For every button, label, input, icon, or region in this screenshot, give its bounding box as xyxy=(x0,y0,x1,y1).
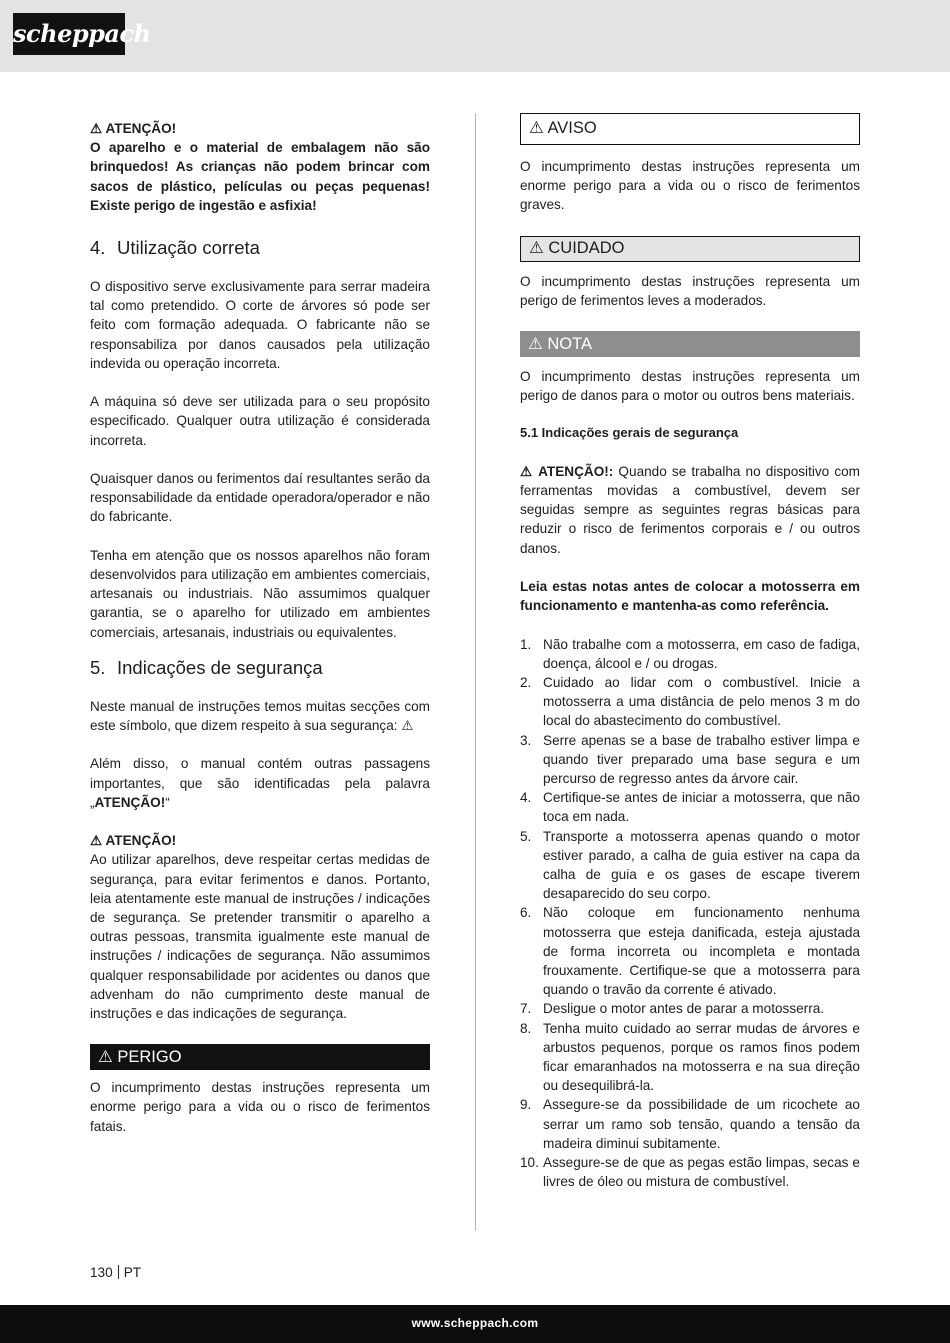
nota-label-box: ⚠ NOTA xyxy=(520,331,860,357)
list-item-number: 10. xyxy=(520,1155,539,1171)
section-5-attention-title: ⚠ ATENÇÃO! xyxy=(90,833,177,849)
section-5-1-attention-label: ⚠ ATENÇÃO!: xyxy=(520,463,614,479)
list-item-text: Transporte a motosserra apenas quando o motor estiver parado, a calha de guia estiver na capa da calha de guia e os gases de escape tiverem desaparecido do seu corpo. xyxy=(543,828,860,902)
list-item xyxy=(520,673,860,731)
list-item-text: Não trabalhe com a motosserra, em caso de fadiga, doença, álcool e / ou drogas. xyxy=(543,636,860,671)
section-5-1-attention xyxy=(520,462,860,558)
list-item-number: 2. xyxy=(520,675,532,691)
language-code: PT xyxy=(123,1265,142,1280)
page-header xyxy=(0,0,950,72)
section-5-title: Indicações de segurança xyxy=(117,656,323,678)
list-item-text: Desligue o motor antes de parar a motosserra. xyxy=(543,1001,825,1017)
section-5-paragraph-1: Neste manual de instruções temos muitas secções com este símbolo, que dizem respeito à sua segurança: ⚠ xyxy=(90,698,430,734)
perigo-label-box: ⚠ PERIGO xyxy=(90,1044,430,1070)
section-5-1-title: 5.1 Indicações gerais de segurança xyxy=(520,425,739,441)
section-4-paragraph-3: Quaisquer danos ou ferimentos daí resultantes serão da responsabilidade da entidade operadora/operador e não do fabricante. xyxy=(90,471,430,525)
column-divider xyxy=(475,113,476,1231)
page-number-block xyxy=(90,1265,141,1280)
section-5-1-attention-text: Quando se trabalha no dispositivo com ferramentas movidas a combustível, devem ser seguidas sempre as seguintes regras básicas para reduzir o risco de ferimentos corporais e / ou outros danos. xyxy=(520,463,860,556)
list-item-number: 7. xyxy=(520,1001,532,1017)
list-item xyxy=(520,903,860,999)
attention-keyword: ATENÇÃO! xyxy=(94,794,166,810)
aviso-label-box: ⚠ AVISO xyxy=(520,113,860,145)
list-item-number: 1. xyxy=(520,636,532,652)
cuidado-label-box: ⚠ CUIDADO xyxy=(520,236,860,262)
page-footer xyxy=(0,1305,950,1343)
list-item xyxy=(520,788,860,826)
list-item xyxy=(520,635,860,673)
nota-text: O incumprimento destas instruções representa um perigo de danos para o motor ou outros bens materiais. xyxy=(520,369,860,404)
list-item-text: Cuidado ao lidar com o combustível. Inicie a motosserra a uma distância de pelo menos 3 m do local do abastecimento do combustível. xyxy=(543,675,860,729)
list-item-number: 9. xyxy=(520,1097,532,1113)
section-5-paragraph-2 xyxy=(90,754,430,812)
list-item xyxy=(520,827,860,904)
read-notes-instruction: Leia estas notas antes de colocar a motosserra em funcionamento e mantenha-as como referência. xyxy=(520,579,860,614)
section-5-heading xyxy=(90,656,430,680)
section-5-attention-body: Ao utilizar aparelhos, deve respeitar certas medidas de segurança, para evitar ferimentos e danos. Portanto, leia atentamente este manual de instruções / indicações de segurança. Se pretender transmitir o aparelho a outras pessoas, transmita igualmente este manual de instruções / indicações de segurança. Não assumimos qualquer responsabilidade por acidentes ou danos que advenham do não cumprimento deste manual de instruções e das indicações de segurança. xyxy=(90,852,430,1022)
left-column xyxy=(90,119,430,1136)
list-item-text: Certifique-se antes de iniciar a motosserra, que não toca em nada. xyxy=(543,790,860,825)
list-item xyxy=(520,1019,860,1096)
list-item xyxy=(520,1095,860,1153)
section-4-heading xyxy=(90,236,430,260)
attention-body: O aparelho e o material de embalagem não são brinquedos! As crianças não podem brincar com sacos de plástico, películas ou peças pequenas! Existe perigo de ingestão e asfixia! xyxy=(90,140,430,213)
section-5-number: 5. xyxy=(90,656,106,678)
attention-title: ⚠ ATENÇÃO! xyxy=(90,121,177,136)
section-4-paragraph-4: Tenha em atenção que os nossos aparelhos não foram desenvolvidos para utilização em ambientes comerciais, artesanais ou industriais. Não assumimos qualquer garantia, se o aparelho for utilizado em ambientes comerciais, artesanais, industriais ou equivalentes. xyxy=(90,547,430,640)
list-item-number: 6. xyxy=(520,905,532,921)
aviso-text: O incumprimento destas instruções representa um enorme perigo para a vida ou o risco de ferimentos graves. xyxy=(520,159,860,213)
list-item-text: Tenha muito cuidado ao serrar mudas de árvores e arbustos pequenos, porque os ramos finos podem ficar emaranhados na motosserra e na sua direção ou desequilibrá-la. xyxy=(543,1020,860,1094)
list-item-text: Serre apenas se a base de trabalho estiver limpa e quando tiver preparado uma base segura e um percurso de regresso antes da árvore cair. xyxy=(543,732,860,787)
list-item-text: Assegure-se da possibilidade de um ricochete ao serrar um ramo sob tensão, quando a tensão da madeira diminui subitamente. xyxy=(543,1097,860,1151)
website-link[interactable]: www.scheppach.com xyxy=(411,1316,539,1330)
list-item-text: Não coloque em funcionamento nenhuma motosserra que esteja danificada, esteja ajustada de forma incorreta ou incompleta e montada frouxamente. Certifique-se que a motosserra para quando o travão da corrente é ativado. xyxy=(543,905,860,998)
list-item xyxy=(520,1153,860,1191)
brand-logo: scheppach xyxy=(13,13,125,55)
list-item-number: 5. xyxy=(520,828,532,844)
safety-rules-list xyxy=(520,635,860,1192)
closing-quote: “ xyxy=(165,794,170,810)
section-4-paragraph-2: A máquina só deve ser utilizada para o seu propósito especificado. Qualquer outra utilização é considerada incorreta. xyxy=(90,394,430,448)
list-item-number: 4. xyxy=(520,790,532,806)
list-item xyxy=(520,999,860,1018)
section-4-number: 4. xyxy=(90,237,106,259)
list-item-number: 3. xyxy=(520,732,532,748)
perigo-text: O incumprimento destas instruções representa um enorme perigo para a vida ou o risco de ferimentos fatais. xyxy=(90,1080,430,1134)
page-number: 130 xyxy=(90,1265,113,1280)
list-item xyxy=(520,731,860,789)
cuidado-text: O incumprimento destas instruções representa um perigo de ferimentos leves a moderados. xyxy=(520,273,860,308)
section-4-title: Utilização correta xyxy=(117,237,260,259)
list-item-number: 8. xyxy=(520,1020,532,1036)
page-number-separator xyxy=(118,1265,119,1279)
section-5-paragraph-2-text: Além disso, o manual contém outras passagens importantes, que são identificadas pela palavra „ xyxy=(90,756,430,810)
section-4-paragraph-1: O dispositivo serve exclusivamente para serrar madeira tal como pretendido. O corte de árvores só pode ser feito com formação adequada. O fabricante não se responsabiliza por danos causados pela utilização indevida ou operação incorreta. xyxy=(90,279,430,371)
right-column xyxy=(520,113,860,1192)
list-item-text: Assegure-se de que as pegas estão limpas, secas e livres de óleo ou mistura de combustível. xyxy=(543,1155,860,1190)
